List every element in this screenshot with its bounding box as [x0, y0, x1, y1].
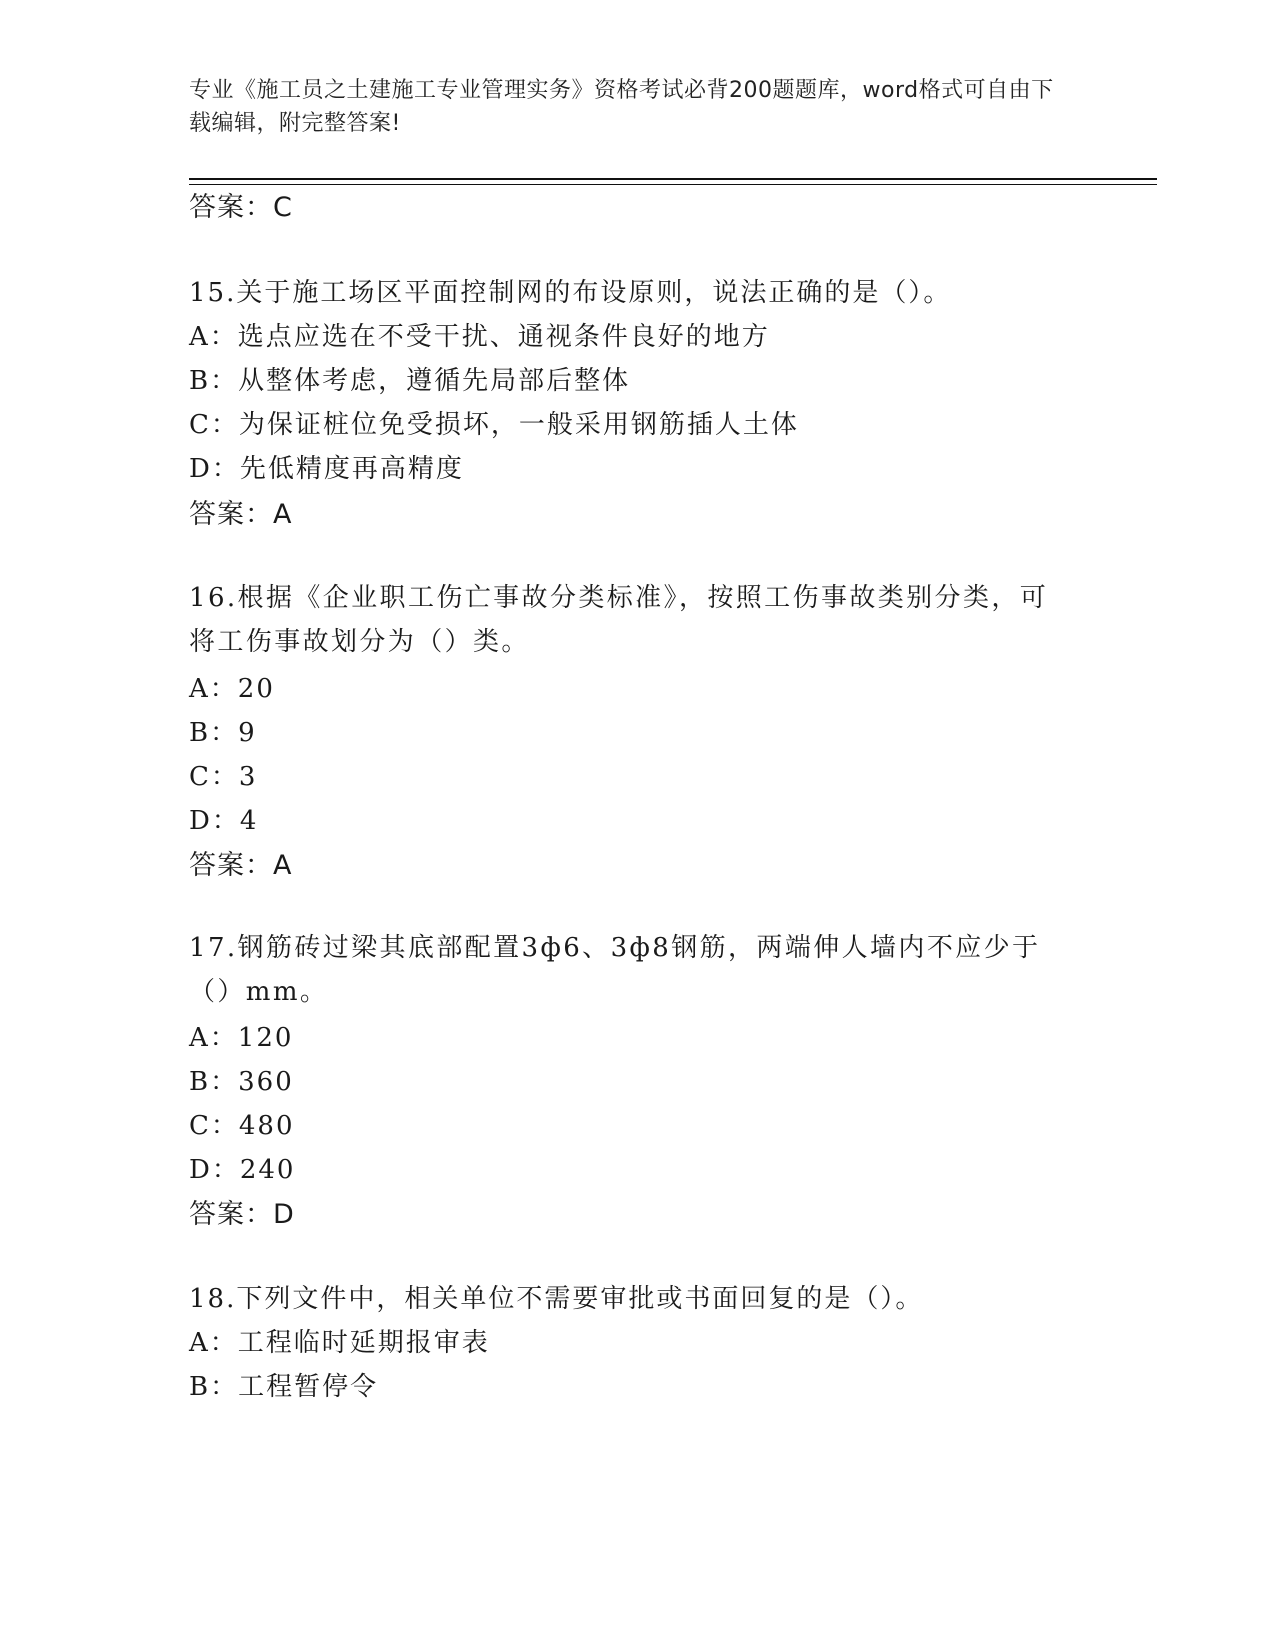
- option-d: D：先低精度再高精度: [189, 454, 464, 484]
- option-d: D：240: [189, 1155, 296, 1185]
- answer-line: 答案：A: [189, 850, 293, 881]
- header-rule-thin: [189, 184, 1157, 185]
- option-c: C：为保证桩位免受损坏，一般采用钢筋插人土体: [189, 410, 799, 440]
- answer-line: 答案：D: [189, 1199, 295, 1230]
- option-b: B：从整体考虑，遵循先局部后整体: [189, 366, 631, 396]
- answer-line: 答案：A: [189, 499, 293, 530]
- option-c: C：480: [189, 1111, 295, 1141]
- question-stem: 15.关于施工场区平面控制网的布设原则，说法正确的是（）。: [189, 278, 952, 308]
- option-d: D：4: [189, 806, 259, 836]
- option-b: B：360: [189, 1067, 294, 1097]
- question-stem: 18.下列文件中，相关单位不需要审批或书面回复的是（）。: [189, 1284, 924, 1314]
- option-a: A：选点应选在不受干扰、通视条件良好的地方: [189, 322, 770, 352]
- document-header: 专业《施工员之土建施工专业管理实务》资格考试必背200题题库，word格式可自由下载编辑，附完整答案!: [189, 78, 1054, 136]
- option-c: C：3: [189, 762, 258, 792]
- option-a: A：20: [189, 674, 275, 704]
- header-rule-thick: [189, 178, 1157, 180]
- option-b: B：9: [189, 718, 257, 748]
- option-b: B：工程暂停令: [189, 1372, 379, 1402]
- answer-line: 答案：C: [189, 192, 293, 223]
- question-stem: 17.钢筋砖过梁其底部配置3ф6、3ф8钢筋，两端伸人墙内不应少于（）mm。: [189, 933, 1041, 1007]
- option-a: A：120: [189, 1023, 294, 1053]
- question-stem: 16.根据《企业职工伤亡事故分类标准》，按照工伤事故类别分类，可将工伤事故划分为（）类。: [189, 583, 1049, 657]
- option-a: A：工程临时延期报审表: [189, 1328, 490, 1358]
